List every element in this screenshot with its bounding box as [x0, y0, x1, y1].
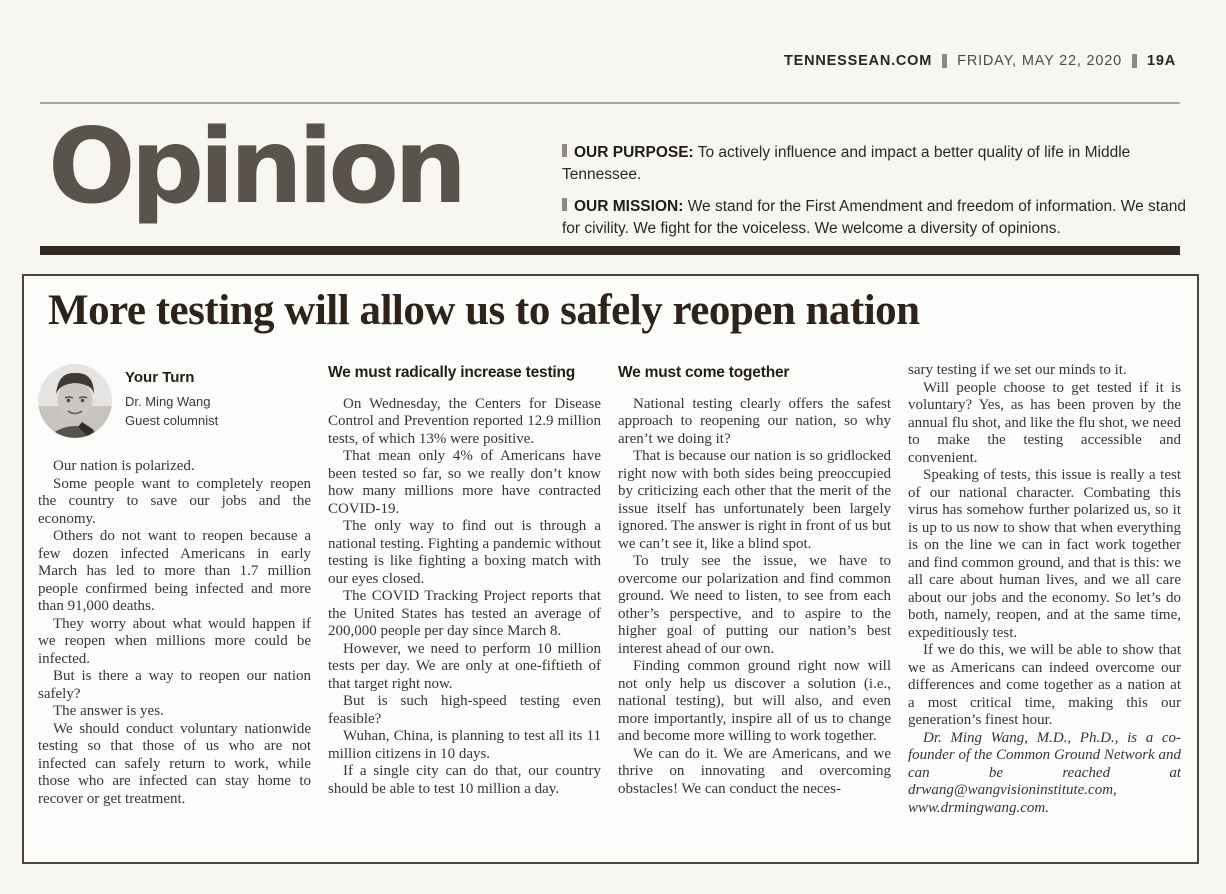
article-paragraph: To truly see the issue, we have to overcome our polarization and find common ground. We need to listen, to see from each other’s perspective, and to aspire to the higher goal of putting our nation’s best interest ahead of our own. — [618, 553, 891, 657]
article-paragraph: They worry about what would happen if we reopen when millions more could be infected. — [38, 615, 311, 667]
byline-author: Dr. Ming Wang — [125, 393, 211, 409]
article-paragraph: Will people choose to get tested if it is voluntary? Yes, as has been proven by the annual flu shot, and like the flu shot, we need to make the testing accessible and convenient. — [908, 379, 1181, 466]
purpose-mission-block — [562, 142, 1204, 250]
section-rule — [40, 246, 1180, 255]
article-box — [22, 274, 1199, 864]
section-title: Opinion — [48, 107, 463, 227]
masthead-divider — [40, 102, 1180, 104]
article-paragraph: That is because our nation is so gridlocked right now with both sides being preoccupied by criticizing each other that the merit of the issue itself has unfortunately been largely ignored. The answer is right in front of us but we can’t see it, like a blind spot. — [618, 448, 891, 552]
article-paragraph: The answer is yes. — [53, 703, 164, 719]
article-headline: More testing will allow us to safely reopen nation — [48, 287, 920, 334]
article-paragraph: Wuhan, China, is planning to test all its 11 million citizens in 10 days. — [328, 728, 601, 762]
separator-bar-icon — [942, 54, 947, 68]
column-3 — [618, 362, 891, 850]
article-paragraph: sary testing if we set our minds to it. — [908, 362, 1127, 378]
marker-bar-icon — [562, 198, 567, 211]
mission-text: We stand for the First Amendment and freedom of information. We stand for civility. We fight for the voiceless. We welcome a diversity of opinions. — [562, 198, 1186, 237]
byline-text — [125, 364, 218, 438]
article-paragraph: If we do this, we will be able to show that we as Americans can indeed overcome our differences and come together as a nation at a most critical time, making this our generation’s finest hour. — [908, 642, 1181, 728]
article-paragraph: Finding common ground right now will not only help us discover a solution (i.e., national testing), but will also, and even more importantly, inspire all of us to change and become more willing to work together. — [618, 658, 891, 744]
article-paragraph: But is such high-speed testing even feasible? — [328, 693, 601, 727]
mission-line — [562, 196, 1204, 240]
article-paragraph: But is there a way to reopen our nation safely? — [38, 668, 311, 702]
marker-bar-icon — [562, 144, 567, 157]
column-3-paragraphs — [618, 396, 891, 799]
article-paragraph: Some people want to completely reopen the country to save our jobs and the economy. — [38, 475, 311, 527]
purpose-text: To actively influence and impact a better quality of life in Middle Tennessee. — [562, 144, 1131, 183]
article-paragraph: However, we need to perform 10 million tests per day. We are only at one-fiftieth of that target right now. — [328, 640, 601, 692]
mission-label: OUR MISSION: — [574, 198, 684, 215]
article-paragraph: The only way to find out is through a national testing. Fighting a pandemic without testing is like fighting a boxing match with our eyes closed. — [328, 518, 601, 587]
author-photo — [38, 364, 112, 438]
page-number: 19A — [1147, 53, 1176, 69]
article-paragraph: The COVID Tracking Project reports that the United States has tested an average of 200,000 people per day since March 8. — [328, 588, 601, 639]
article-paragraph: That mean only 4% of Americans have been tested so far, so we really don’t know how many millions more have contracted COVID-19. — [328, 448, 601, 517]
article-paragraph: National testing clearly offers the safest approach to reopening our nation, so why aren’t we doing it? — [618, 395, 891, 447]
column-4 — [908, 362, 1181, 850]
byline-role: Guest columnist — [125, 413, 219, 428]
column-2 — [328, 362, 601, 850]
article-paragraph: Others do not want to reopen because a few dozen infected Americans in early March has led to more than 1.7 million people confirmed being infected and more than 91,000 deaths. — [38, 528, 311, 614]
article-paragraph: We should conduct voluntary nationwide testing so that those of us who are not infected can safely return to work, while those who are infected can stay home to recover or get treatment. — [38, 720, 311, 807]
article-paragraph: If a single city can do that, our country should be able to test 10 million a day. — [328, 763, 601, 797]
edition-date: FRIDAY, MAY 22, 2020 — [957, 53, 1122, 69]
article-paragraph: On Wednesday, the Centers for Disease Control and Prevention reported 12.9 million tests, of which 13% were positive. — [328, 395, 601, 447]
article-paragraph: Our nation is polarized. — [53, 458, 195, 474]
byline — [38, 364, 311, 438]
article-columns — [38, 362, 1181, 850]
article-paragraph: We can do it. We are Americans, and we thrive on innovating and overcoming obstacles! We can conduct the neces- — [618, 745, 891, 797]
masthead — [784, 53, 1176, 69]
byline-kicker: Your Turn — [125, 369, 195, 386]
column-1 — [38, 362, 311, 850]
author-signature: Dr. Ming Wang, M.D., Ph.D., is a co-founder of the Common Ground Network and can be reached at drwang@wangvisioninstitute.com, www.drmingwang.com. — [908, 729, 1181, 816]
column-1-paragraphs — [38, 458, 311, 808]
purpose-line — [562, 142, 1204, 186]
purpose-label: OUR PURPOSE: — [574, 144, 694, 161]
column-4-paragraphs — [908, 362, 1181, 730]
article-paragraph: Speaking of tests, this issue is really a test of our national character. Combating this virus has somehow further polarized us, so it is up to us now to show that when everything is on the line we can in fact work together and find common ground, and that is this: we all care about human lives, and we all care about our jobs and the economy. So let’s do both, namely, reopen, and at the same time, expeditiously test. — [908, 467, 1181, 641]
column-3-heading: We must come together — [618, 364, 790, 381]
separator-bar-icon — [1132, 54, 1137, 68]
site-name: TENNESSEAN.COM — [783, 53, 933, 69]
column-2-paragraphs — [328, 396, 601, 799]
column-2-heading: We must radically increase testing — [328, 364, 576, 381]
